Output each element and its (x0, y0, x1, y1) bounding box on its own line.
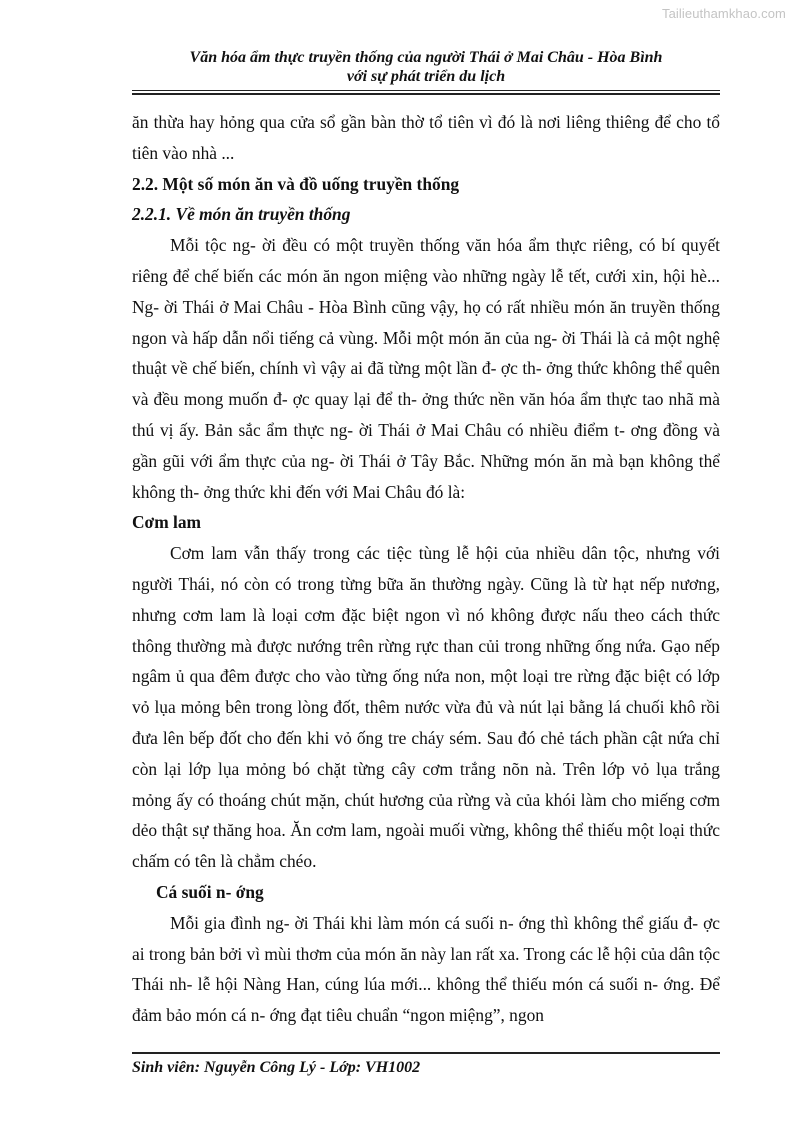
header-title-line-2: với sự phát triển du lịch (346, 68, 506, 85)
dish-title-ca-suoi-nuong: Cá suối n- ớng (156, 881, 264, 902)
page-header (132, 48, 720, 86)
intro-paragraph: ăn thừa hay hỏng qua cửa sổ gần bàn thờ tổ tiên vì đó là nơi liêng thiêng để cho tổ tiên vào nhà ... (132, 112, 720, 163)
subsection-heading: 2.2.1. Về món ăn truyền thống (132, 204, 351, 225)
watermark: Tailieuthamkhao.com (661, 6, 786, 21)
header-divider-thick (132, 93, 720, 95)
section-heading: 2.2. Một số món ăn và đồ uống truyền thống (132, 173, 460, 194)
document-body (132, 107, 720, 1031)
header-divider-thin (132, 90, 720, 91)
footer-divider (132, 1052, 720, 1054)
subsection-paragraph: Mỗi tộc ng- ời đều có một truyền thống văn hóa ẩm thực riêng, có bí quyết riêng để chế biến các món ăn ngon miệng vào những ngày lễ tết, cưới xin, hội hè... Ng- ời Thái ở Mai Châu - Hòa Bình cũng vậy, họ có rất nhiều món ăn truyền thống ngon và hấp dẫn nổi tiếng cả vùng. Mỗi một món ăn của ng- ời Thái là cả một nghệ thuật về chế biến, chính vì vậy ai đã từng một lần đ- ợc th- ởng thức không thể quên và đều mong muốn đ- ợc quay lại để th- ởng thức nền văn hóa ẩm thực tao nhã mà thú vị ấy. Bản sắc ẩm thực ng- ời Thái ở Mai Châu có nhiều điểm t- ơng đồng và gần gũi với ẩm thực của ng- ời Thái ở Tây Bắc. Những món ăn mà bạn không thể không th- ởng thức khi đến với Mai Châu đó là: (132, 235, 720, 502)
page-footer: Sinh viên: Nguyễn Công Lý - Lớp: VH1002 (132, 1059, 421, 1076)
dish-title-com-lam: Cơm lam (132, 512, 202, 533)
dish-paragraph-ca-suoi-nuong: Mỗi gia đình ng- ời Thái khi làm món cá suối n- ớng thì không thể giấu đ- ợc ai trong bản bởi vì mùi thơm của món ăn này lan rất xa. Trong các lễ hội của dân tộc Thái nh- lễ hội Nàng Han, cúng lúa mới... không thể thiếu món cá suối n- ớng. Để đảm bảo món cá n- ớng đạt tiêu chuẩn “ngon miệng”, ngon (132, 912, 720, 1026)
dish-paragraph-com-lam: Cơm lam vẫn thấy trong các tiệc tùng lễ hội của nhiều dân tộc, nhưng với người Thái, nó còn có trong từng bữa ăn thường ngày. Cũng là từ hạt nếp nương, nhưng cơm lam là loại cơm đặc biệt ngon vì nó không được nấu theo cách thức thông thường mà được nướng trên rừng rực than củi trong những ống nứa. Gạo nếp ngâm ủ qua đêm được cho vào từng ống nứa non, một loại tre rừng đặc biệt có lớp vỏ lụa mỏng bên trong lòng đốt, thêm nước vừa đủ và nút lại bằng lá chuối khô rồi đưa lên bếp đốt cho đến khi vỏ ống tre cháy sém. Sau đó chẻ tách phần cật nứa chỉ còn lại lớp lụa mỏng bó chặt từng cây cơm trắng nõn nà. Trên lớp vỏ lụa trắng mỏng ấy có thoáng chút mặn, chút hương của rừng và của khói làm cho miếng cơm dẻo thật sự thăng hoa. Ăn cơm lam, ngoài muối vừng, không thể thiếu một loại thức chấm có tên là chẳm chéo. (132, 543, 720, 872)
header-title-line-1: Văn hóa ẩm thực truyền thống của người Thái ở Mai Châu - Hòa Bình (189, 49, 663, 66)
